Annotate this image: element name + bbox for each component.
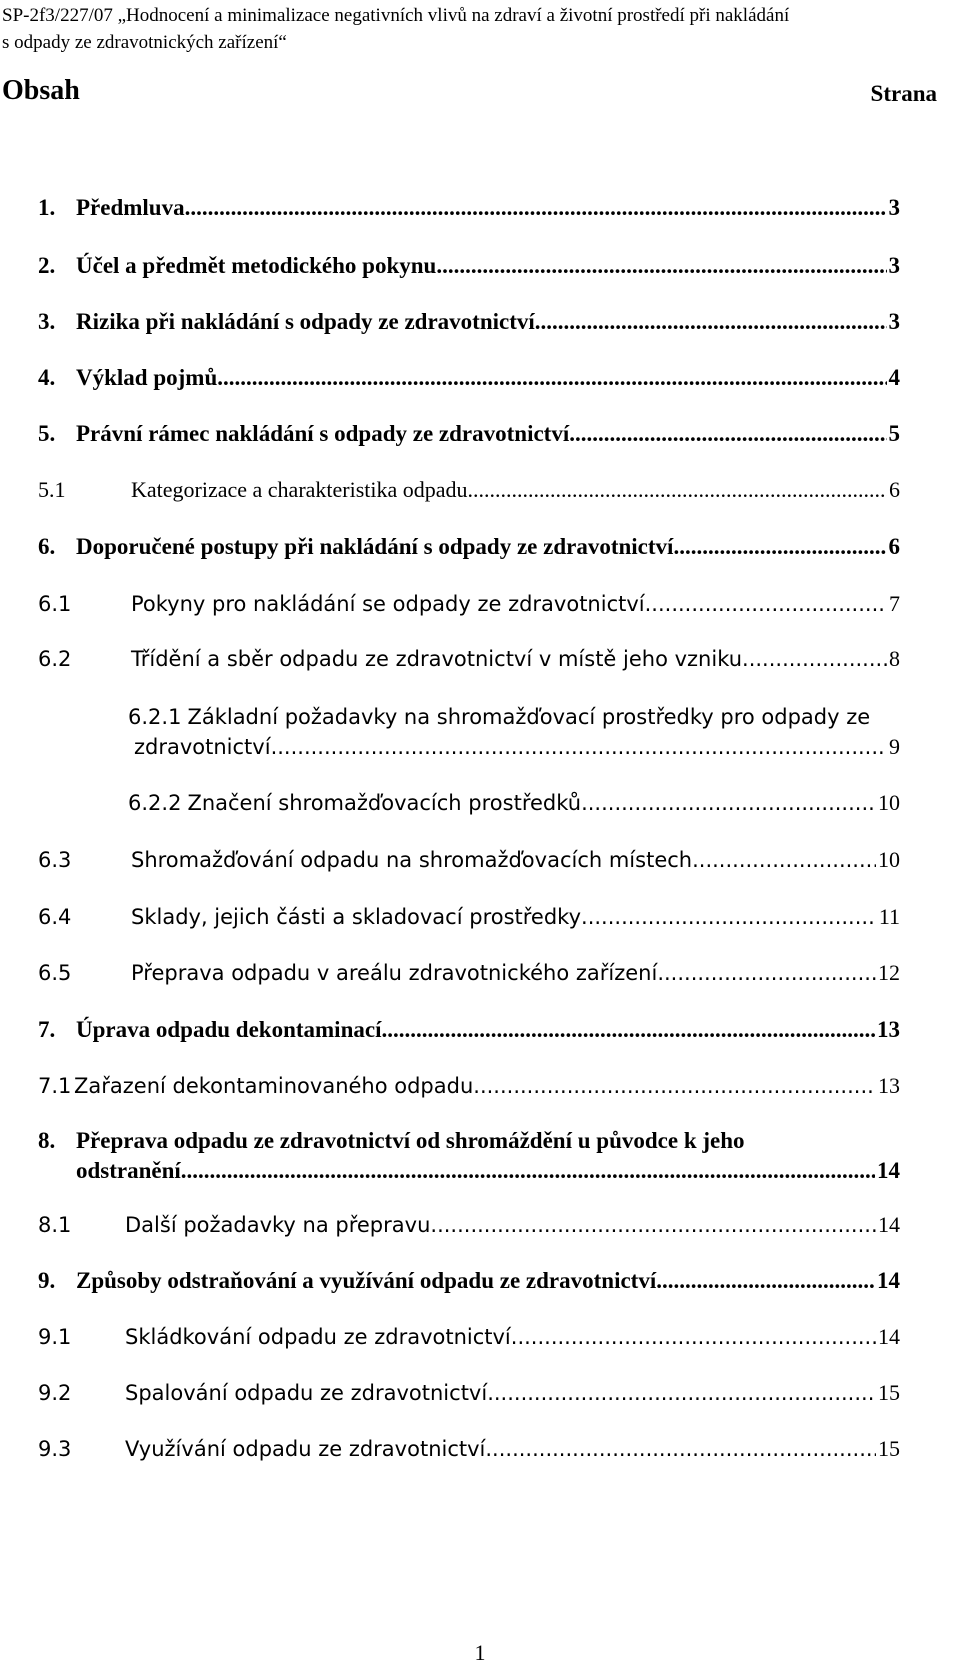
toc-entry-text: Rizika při nakládání s odpady ze zdravotnictví <box>76 309 535 334</box>
toc-leader-dots <box>485 1434 876 1464</box>
toc-entry[interactable] <box>38 363 900 393</box>
toc-entry[interactable] <box>38 644 900 674</box>
toc-entry[interactable] <box>128 788 900 818</box>
toc-leader-dots <box>742 644 887 674</box>
toc-leader-dots <box>473 1071 876 1101</box>
toc-entry-number: 6.4 <box>38 905 72 929</box>
toc-entry-text: Shromažďování odpadu na shromažďovacích místech <box>131 848 693 872</box>
document-header <box>2 2 942 56</box>
toc-entry[interactable] <box>38 532 900 562</box>
toc-entry-text: Pokyny pro nakládání se odpady ze zdravotnictví <box>131 592 645 616</box>
toc-entry-text: Značení shromažďovacích prostředků <box>187 791 582 815</box>
toc-entry[interactable] <box>128 702 900 762</box>
toc-entry-page: 14 <box>878 1212 900 1237</box>
toc-entry-number: 9.2 <box>38 1381 72 1405</box>
page-number: 1 <box>474 1640 486 1665</box>
toc-entry-text: Sklady, jejich části a skladovací prostředky <box>131 905 582 929</box>
toc-entry[interactable] <box>38 902 900 932</box>
toc-entry-text: Přeprava odpadu ze zdravotnictví od shromáždění u původce k jeho <box>76 1128 745 1153</box>
toc-entry-page: 5 <box>888 421 900 446</box>
toc-entry[interactable] <box>38 1434 900 1464</box>
toc-entry-number: 1. <box>38 195 56 220</box>
toc-leader-dots <box>271 732 887 762</box>
toc-leader-dots <box>511 1322 876 1352</box>
toc-leader-dots <box>535 307 887 337</box>
toc-entry-page: 13 <box>878 1073 900 1098</box>
toc-leader-dots <box>692 845 876 875</box>
toc-leader-dots <box>581 902 877 932</box>
toc-entry-text: Předmluva <box>76 195 185 220</box>
toc-entry-text: Výklad pojmů <box>76 365 218 390</box>
toc-title: Obsah <box>2 75 80 106</box>
toc-entry-text: Další požadavky na přepravu <box>125 1213 431 1237</box>
toc-entry[interactable] <box>38 958 900 988</box>
toc-entry-number: 6.2.1 <box>128 705 182 729</box>
toc-entry-page: 6 <box>889 477 900 502</box>
toc-entry-page: 4 <box>888 365 900 390</box>
toc-entry-number: 7.1 <box>38 1074 72 1098</box>
toc-leader-dots <box>673 532 886 562</box>
toc-leader-dots <box>581 788 876 818</box>
toc-leader-dots <box>569 419 886 449</box>
toc-entry-number: 8.1 <box>38 1213 72 1237</box>
toc-entry-text: Právní rámec nakládání s odpady ze zdravotnictví <box>76 421 570 446</box>
toc-entry-page: 15 <box>878 1380 900 1405</box>
toc-entry-page: 15 <box>878 1436 900 1461</box>
toc-entry-page: 13 <box>877 1017 900 1042</box>
toc-entry-number: 6.1 <box>38 592 72 616</box>
toc-entry-page: 14 <box>877 1158 900 1183</box>
toc-entry-page: 9 <box>889 734 900 759</box>
toc-entry[interactable] <box>38 475 900 505</box>
toc-entry[interactable] <box>38 1015 900 1045</box>
toc-entry-text: Zařazení dekontaminovaného odpadu <box>74 1074 474 1098</box>
toc-entry-number: 7. <box>38 1017 56 1042</box>
toc-entry[interactable] <box>38 251 900 281</box>
toc-entry-text-continued: zdravotnictví <box>134 735 271 759</box>
toc-entry[interactable] <box>38 1210 900 1240</box>
toc-heading <box>2 75 937 115</box>
toc-entry-text: Využívání odpadu ze zdravotnictví <box>125 1437 486 1461</box>
toc-entry-number: 6. <box>38 534 56 559</box>
toc-entry-text: Úprava odpadu dekontaminací <box>76 1017 382 1042</box>
toc-leader-dots <box>381 1015 875 1045</box>
toc-leader-dots <box>217 363 886 393</box>
toc-entry-page: 11 <box>878 904 900 929</box>
toc-entry-text: Skládkování odpadu ze zdravotnictví <box>125 1325 511 1349</box>
toc-entry-text: Účel a předmět metodického pokynu <box>76 253 437 278</box>
toc-entry[interactable] <box>38 589 900 619</box>
toc-entry[interactable] <box>38 1322 900 1352</box>
toc-entry-text-continued: odstranění <box>76 1158 181 1183</box>
toc-entry[interactable] <box>38 1071 900 1101</box>
toc-entry-number: 9. <box>38 1268 56 1293</box>
toc-entry-number: 5.1 <box>38 477 66 502</box>
toc-entry[interactable] <box>38 307 900 337</box>
toc-entry-number: 9.3 <box>38 1437 72 1461</box>
toc-leader-dots <box>468 475 887 505</box>
toc-entry-number: 4. <box>38 365 56 390</box>
toc-leader-dots <box>436 251 886 281</box>
toc-entry-number: 6.3 <box>38 848 72 872</box>
toc-leader-dots <box>430 1210 876 1240</box>
toc-entry-page: 6 <box>888 534 900 559</box>
toc-leader-dots <box>487 1378 876 1408</box>
toc-entry-number: 6.2.2 <box>128 791 182 815</box>
toc-entry-page: 14 <box>878 1324 900 1349</box>
toc-entry-page: 8 <box>889 646 900 671</box>
toc-leader-dots <box>656 1266 875 1296</box>
toc-leader-dots <box>185 193 887 223</box>
toc-entry-text: Základní požadavky na shromažďovací prostředky pro odpady ze <box>187 705 871 729</box>
toc-entry-text: Kategorizace a charakteristika odpadu <box>131 477 468 502</box>
toc-entry[interactable] <box>38 1126 900 1186</box>
toc-entry-number: 8. <box>38 1128 56 1153</box>
header-line-2: s odpady ze zdravotnických zařízení“ <box>2 32 287 53</box>
toc-page-label: Strana <box>870 81 937 106</box>
toc-entry-text: Spalování odpadu ze zdravotnictví <box>125 1381 488 1405</box>
toc-entry-page: 7 <box>889 591 900 616</box>
header-line-1: SP-2f3/227/07 „Hodnocení a minimalizace negativních vlivů na zdraví a životní prostředí při nakládání <box>2 5 790 26</box>
toc-entry-page: 10 <box>878 847 900 872</box>
toc-leader-dots <box>645 589 887 619</box>
toc-entry-page: 3 <box>888 253 900 278</box>
toc-entry[interactable] <box>38 1266 900 1296</box>
toc-entry-text: Přeprava odpadu v areálu zdravotnického zařízení <box>131 961 658 985</box>
toc-entry[interactable] <box>38 419 900 449</box>
toc-entry[interactable] <box>38 845 900 875</box>
toc-entry-page: 3 <box>888 309 900 334</box>
toc-entry-page: 12 <box>878 960 900 985</box>
toc-leader-dots <box>181 1156 875 1186</box>
toc-entry-number: 9.1 <box>38 1325 72 1349</box>
toc-entry-number: 2. <box>38 253 56 278</box>
toc-entry-page: 3 <box>888 195 900 220</box>
toc-entry-number: 5. <box>38 421 56 446</box>
toc-entry-text: Třídění a sběr odpadu ze zdravotnictví v místě jeho vzniku <box>131 647 743 671</box>
toc-entry[interactable] <box>38 193 900 223</box>
toc-entry-text: Způsoby odstraňování a využívání odpadu ze zdravotnictví <box>76 1268 657 1293</box>
toc-entry[interactable] <box>38 1378 900 1408</box>
toc-entry-text: Doporučené postupy při nakládání s odpady ze zdravotnictví <box>76 534 674 559</box>
toc-entry-number: 3. <box>38 309 56 334</box>
toc-entry-number: 6.5 <box>38 961 72 985</box>
toc-entry-page: 14 <box>877 1268 900 1293</box>
toc-entry-number: 6.2 <box>38 647 72 671</box>
toc-leader-dots <box>657 958 876 988</box>
toc-entry-page: 10 <box>878 790 900 815</box>
